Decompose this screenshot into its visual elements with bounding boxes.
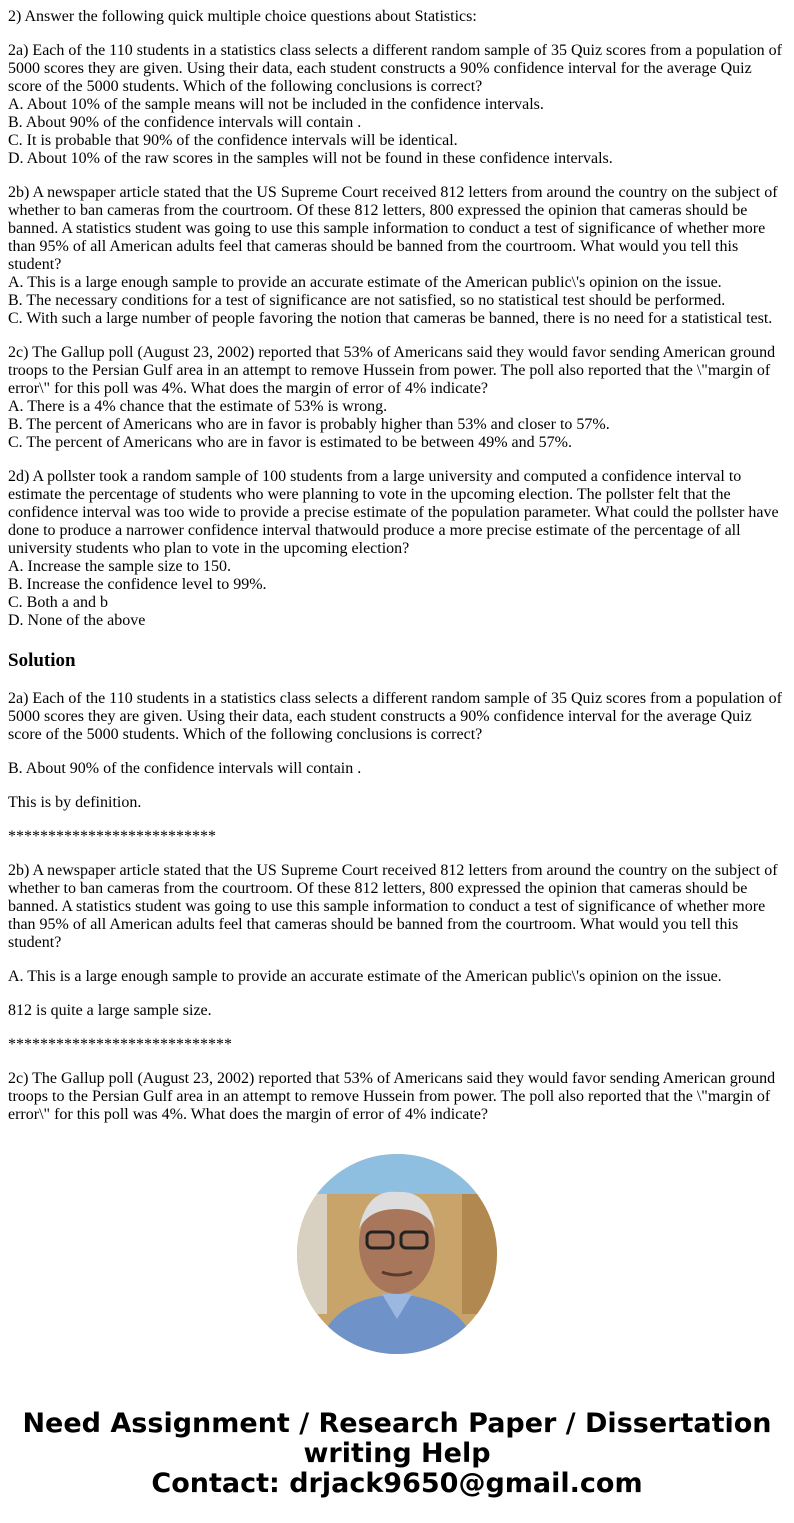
stem: 2d) A pollster took a random sample of 100 students from a large university and computed a confidence interval to estimate the percentage of students who were planning to vote in the upcoming election. The pollster felt that the confidence interval was too wide to provide a precise estimate of the population parameter. What could the pollster have done to produce a narrower confidence interval thatwould produce a more precise estimate of the percentage of all university students who plan to vote in the upcoming election?: [8, 468, 779, 557]
solution-2a-reason: This is by definition.: [8, 794, 142, 811]
footer-contact: [8, 1409, 786, 1499]
option: A. There is a 4% chance that the estimate of 53% is wrong.: [8, 398, 388, 415]
intro: 2) Answer the following quick multiple choice questions about Statistics:: [8, 8, 477, 25]
option: A. This is a large enough sample to provide an accurate estimate of the American public\'s opinion on the issue.: [8, 274, 722, 291]
question-2a: [8, 42, 786, 168]
solution-2b-answer: A. This is a large enough sample to provide an accurate estimate of the American public\'s opinion on the issue.: [8, 968, 722, 985]
question-2c: [8, 344, 786, 452]
option: C. With such a large number of people favoring the notion that cameras be banned, there is no need for a statistical test.: [8, 310, 773, 327]
solution-2a-answer: B. About 90% of the confidence intervals will contain .: [8, 760, 362, 777]
footer-help-text: Need Assignment / Research Paper / Dissertation writing Help: [22, 1408, 772, 1469]
option: B. The percent of Americans who are in favor is probably higher than 53% and closer to 57%.: [8, 416, 610, 433]
question-2b: [8, 184, 786, 328]
solution-2b-reason: 812 is quite a large sample size.: [8, 1002, 212, 1019]
question-2d: [8, 468, 786, 630]
option: A. Increase the sample size to 150.: [8, 558, 232, 575]
option: C. The percent of Americans who are in favor is estimated to be between 49% and 57%.: [8, 434, 572, 451]
option: B. The necessary conditions for a test of significance are not satisfied, so no statistical test should be performed.: [8, 292, 726, 309]
option: D. None of the above: [8, 612, 146, 629]
stem: 2a) Each of the 110 students in a statistics class selects a different random sample of 35 Quiz scores from a population of 5000 scores they are given. Using their data, each student constructs a 90% confidence interval for the average Quiz score of the 5000 students. Which of the following conclusions is correct?: [8, 42, 783, 95]
stem: 2b) A newspaper article stated that the US Supreme Court received 812 letters from around the country on the subject of whether to ban cameras from the courtroom. Of these 812 letters, 800 expressed the opinion that cameras should be banned. A statistics student was going to use this sample information to conduct a test of significance of whether more than 95% of all American adults feel that cameras should be banned from the courtroom. What would you tell this student?: [8, 184, 778, 273]
footer-email: Contact: drjack9650@gmail.com: [151, 1468, 643, 1499]
option: C. It is probable that 90% of the confidence intervals will be identical.: [8, 132, 458, 149]
separator: **************************: [8, 828, 216, 845]
solution-2c-stem: 2c) The Gallup poll (August 23, 2002) reported that 53% of Americans said they would favor sending American ground troops to the Persian Gulf area in an attempt to remove Hussein from power. The poll also reported that the \"margin of error\" for this poll was 4%. What does the margin of error of 4% indicate?: [8, 1070, 776, 1123]
solution-heading: Solution: [8, 650, 76, 671]
stem: 2c) The Gallup poll (August 23, 2002) reported that 53% of Americans said they would favor sending American ground troops to the Persian Gulf area in an attempt to remove Hussein from power. The poll also reported that the \"margin of error\" for this poll was 4%. What does the margin of error of 4% indicate?: [8, 344, 776, 397]
person-photo-icon: [297, 1154, 497, 1354]
solution-2b-stem: 2b) A newspaper article stated that the US Supreme Court received 812 letters from around the country on the subject of whether to ban cameras from the courtroom. Of these 812 letters, 800 expressed the opinion that cameras should be banned. A statistics student was going to use this sample information to conduct a test of significance of whether more than 95% of all American adults feel that cameras should be banned from the courtroom. What would you tell this student?: [8, 862, 778, 951]
avatar-container: [8, 1154, 786, 1359]
option: A. About 10% of the sample means will not be included in the confidence intervals.: [8, 96, 544, 113]
avatar: [297, 1154, 497, 1354]
option: B. Increase the confidence level to 99%.: [8, 576, 267, 593]
option: D. About 10% of the raw scores in the samples will not be found in these confidence intervals.: [8, 150, 613, 167]
option: C. Both a and b: [8, 594, 108, 611]
separator: ****************************: [8, 1036, 232, 1053]
option: B. About 90% of the confidence intervals will contain .: [8, 114, 362, 131]
solution-2a-stem: 2a) Each of the 110 students in a statistics class selects a different random sample of 35 Quiz scores from a population of 5000 scores they are given. Using their data, each student constructs a 90% confidence interval for the average Quiz score of the 5000 students. Which of the following conclusions is correct?: [8, 690, 783, 743]
